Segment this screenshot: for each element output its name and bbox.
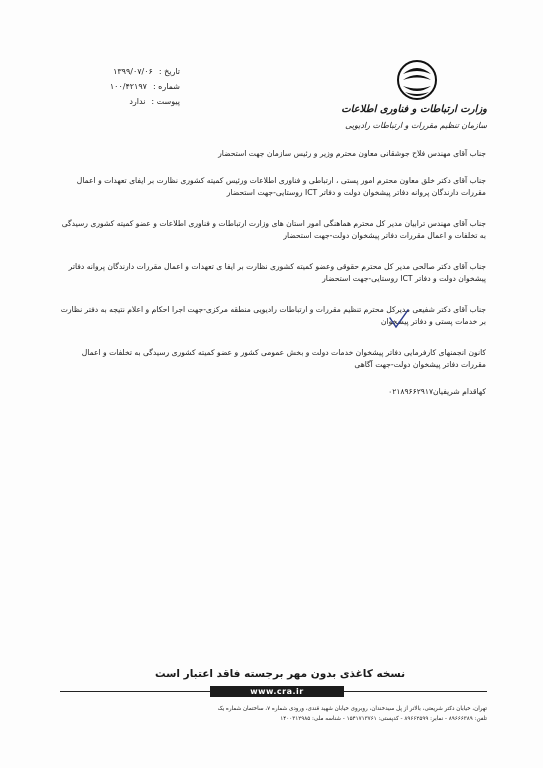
letter-body: [58, 148, 486, 398]
ministry-header: [327, 104, 487, 130]
number-row: [60, 79, 180, 94]
date-row: [60, 64, 180, 79]
recipient-paragraph: جناب آقای دکتر صالحی مدیر کل محترم حقوقی وعضو کمیته کشوری نظارت بر ایفا ی تعهدات و اعمال مقررات دارندگان پروانه دفاتر پیشخوان دولت و دفاتر ICT روستایی-جهت استحضار: [68, 261, 486, 283]
ministry-logo-icon: [395, 58, 439, 102]
number-label: شماره :: [152, 82, 180, 91]
recipient-paragraph: جناب آقای دکتر خلق معاون محترم امور پستی ، ارتباطی و فناوری اطلاعات ورئیس کمیته کشوری نظارت بر ایفای تعهدات و اعمال مقررات دارندگان پروانه دفاتر پیشخوان دولت و دفاتر ICT روستایی-جهت استحضار: [76, 175, 486, 197]
footer-website: www.cra.ir: [210, 686, 344, 697]
recipient-paragraph: جناب آقای مهندس ترابیان مدیر کل محترم هماهنگی امور استان های وزارت ارتباطات و فناوری اطلاعات و عضو کمیته کشوری رسیدگی به تخلفات و اعمال مقررات دفاتر پیشخوان دولت-جهت استحضار: [61, 218, 486, 240]
attachment-value: ندارد: [129, 97, 146, 106]
attachment-label: پیوست :: [151, 97, 180, 106]
ministry-name: وزارت ارتباطات و فناوری اطلاعات: [341, 104, 487, 115]
letter-meta: [60, 64, 180, 109]
cc-line: کهاقدام شریفیان۰۲۱۸۹۶۶۲۹۱۷: [388, 386, 486, 396]
number-value: ۱۰۰/۴۲۱۹۷: [109, 82, 147, 91]
recipient-paragraph: جناب آقای مهندس فلاح جوشقانی معاون محترم وزیر و رئیس سازمان جهت استحضار: [218, 149, 486, 158]
footer-phones: تلفن: ۸۹۶۶۶۳۸۹ - نمابر: ۸۹۶۶۲۵۹۹ - کدپستی: ۱۵۴۱۷۱۳۷۶۱ - شناسه ملی: ۱۴۰۰۳۱۲۹۸۵: [280, 716, 487, 722]
attachment-row: [60, 94, 180, 109]
footer-validity-note: نسخه کاغذی بدون مهر برجسته فاقد اعتبار است: [154, 668, 406, 680]
recipient-paragraph: کانون انجمنهای کارفرمایی دفاتر پیشخوان خدمات دولت و بخش عمومی کشور و عضو کمیته کشوری رسیدگی به تخلفات و اعمال مقررات دفاتر پیشخوان دولت-جهت آگاهی: [81, 347, 486, 369]
checkmark-icon: [387, 308, 411, 330]
date-label: تاریخ :: [158, 67, 180, 76]
recipient-paragraph: جناب آقای دکتر شفیعی مدیرکل محترم تنظیم مقررات و ارتباطات رادیویی منطقه مرکزی-جهت اجرا احکام و اعلام نتیجه به دفتر نظارت بر خدمات پستی و دفاتر پیشخوان: [60, 304, 486, 326]
organization-name: سازمان تنظیم مقررات و ارتباطات رادیویی: [345, 121, 487, 130]
footer-address: تهران، خیابان دکتر شریعتی، بالاتر از پل سیدخندان، روبروی خیابان شهید قندی، ورودی شماره ۷، ساختمان شماره یک: [217, 706, 487, 712]
date-value: ۱۳۹۹/۰۷/۰۶: [113, 67, 153, 76]
